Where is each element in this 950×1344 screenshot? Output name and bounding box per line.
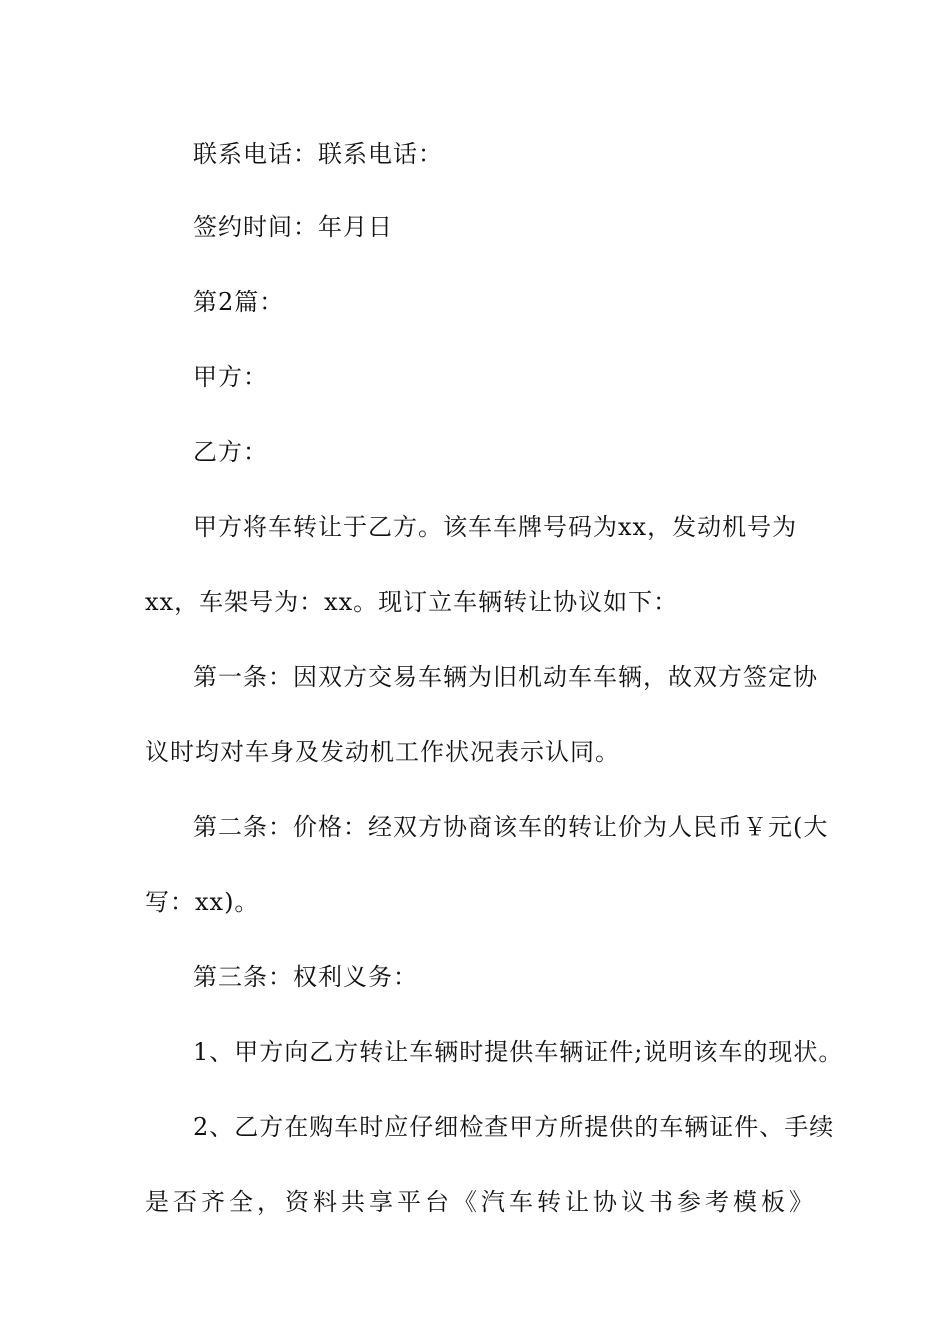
contact-phone-line: 联系电话：联系电话： bbox=[193, 140, 443, 168]
article-one-continuation: 议时均对车身及发动机工作状况表示认同。 bbox=[145, 738, 620, 766]
party-a-line: 甲方： bbox=[193, 363, 268, 391]
obligation-item: 2、乙方在购车时应仔细检查甲方所提供的车辆证件、手续 bbox=[193, 1113, 835, 1141]
article-two-line: 第二条：价格：经双方协商该车的转让价为人民币￥元(大 bbox=[193, 813, 829, 841]
article-two-continuation: 写：xx)。 bbox=[145, 888, 260, 916]
article-three-heading: 第三条：权利义务： bbox=[193, 963, 418, 991]
obligation-item: 1、甲方向乙方转让车辆时提供车辆证件;说明该车的现状。 bbox=[193, 1038, 844, 1066]
paragraph-line: 甲方将车转让于乙方。该车车牌号码为xx，发动机号为 bbox=[193, 513, 798, 541]
article-one-line: 第一条：因双方交易车辆为旧机动车车辆，故双方签定协 bbox=[193, 663, 818, 691]
section-heading: 第2篇： bbox=[193, 288, 285, 316]
sign-date-line: 签约时间：年月日 bbox=[193, 213, 393, 241]
paragraph-line: xx，车架号为：xx。现订立车辆转让协议如下： bbox=[145, 588, 679, 616]
obligation-continuation: 是否齐全，资料共享平台《汽车转让协议书参考模板》 bbox=[145, 1188, 817, 1216]
party-b-line: 乙方： bbox=[193, 438, 268, 466]
